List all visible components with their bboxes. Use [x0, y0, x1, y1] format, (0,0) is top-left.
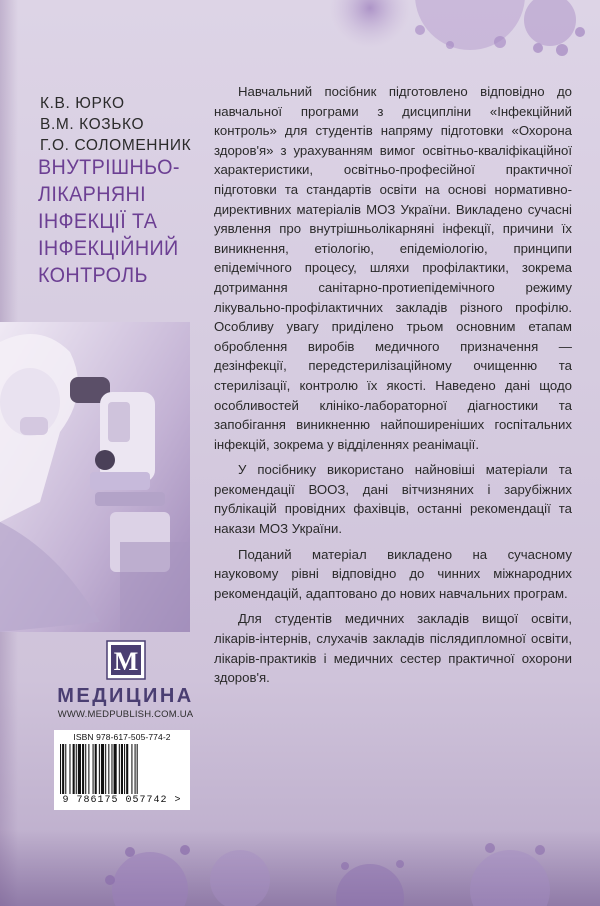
isbn-digits: 9 786175 057742 > — [62, 795, 182, 806]
isbn-barcode — [54, 730, 190, 810]
lab-scientist-photo — [0, 322, 190, 632]
publisher-logo-icon — [106, 640, 146, 680]
annotation-text — [214, 82, 572, 694]
author-3: Г.О. СОЛОМЕННИК — [40, 137, 192, 154]
publisher-logo-letter: M — [113, 647, 138, 676]
publisher-block — [48, 640, 203, 720]
authors — [40, 93, 191, 156]
author-1: К.В. ЮРКО — [40, 95, 125, 112]
virus-illustration-bottom — [90, 820, 600, 906]
title-line-4: ІНФЕКЦІЙНИЙ — [38, 236, 179, 260]
annotation-paragraph-4: Для студентів медичних закладів вищої освіти, лікарів-інтернів, слухачів закладів післядипломної освіти, лікарів-практиків і медичних сестер практичної охорони здоров'я. — [214, 611, 572, 686]
publisher-website: WWW.MEDPUBLISH.COM.UA — [57, 709, 194, 720]
title-line-3: ІНФЕКЦІЇ ТА — [38, 209, 158, 233]
author-2: В.М. КОЗЬКО — [40, 116, 145, 133]
annotation-paragraph-3: Поданий матеріал викладено на сучасному науковому рівні відповідно до чинних міжнародних рекомендацій, адаптовано до нових навчальних програм. — [214, 546, 572, 601]
title-line-1: ВНУТРІШНЬО- — [38, 155, 180, 179]
title-line-2: ЛІКАРНЯНІ — [38, 182, 147, 206]
book-title — [38, 154, 208, 289]
virus-illustration-top — [300, 0, 600, 80]
annotation-paragraph-1: Навчальний посібник підготовлено відповідно до навчальної програми з дисципліни «Інфекційний контроль» для студентів напряму підготовки «Охорона здоров'я» з урахуванням вимог освітньо-кваліфікаційної характеристики, освітньо-професійної практичної підготовки та стандартів освіти на основі нормативно-директивних матеріалів МОЗ України. Викладено сучасні уявлення про внутрішньолікарняні інфекції, причини їх виникнення, етіологію, епідеміологію, принципи епідемічного процесу, шляхи профілактики, зокрема дотримання санітарно-протиепідемічного режиму лікувально-профілактичних закладів різного профілю. Особливу увагу приділено трьом основним етапам оброблення виробів медичного призначення — дезінфекції, передстерилізаційному очищенню та стерилізації, контролю їх якості. Наведено дані щодо особливостей клініко-лабораторної діагностики та запобігання виникненню найпоширеніших госпітальних інфекцій, зокрема у відділеннях реанімації. — [214, 84, 572, 452]
publisher-name: МЕДИЦИНА — [57, 685, 194, 707]
isbn-label: ISBN 978-617-505-774-2 — [73, 732, 171, 742]
title-line-5: КОНТРОЛЬ — [38, 263, 148, 287]
barcode-bars — [60, 744, 184, 794]
annotation-paragraph-2: У посібнику використано найновіші матеріали та рекомендації ВООЗ, дані вітчизняних і зарубіжних публікацій провідних фахівців, останні рекомендації та накази МОЗ України. — [214, 462, 572, 537]
